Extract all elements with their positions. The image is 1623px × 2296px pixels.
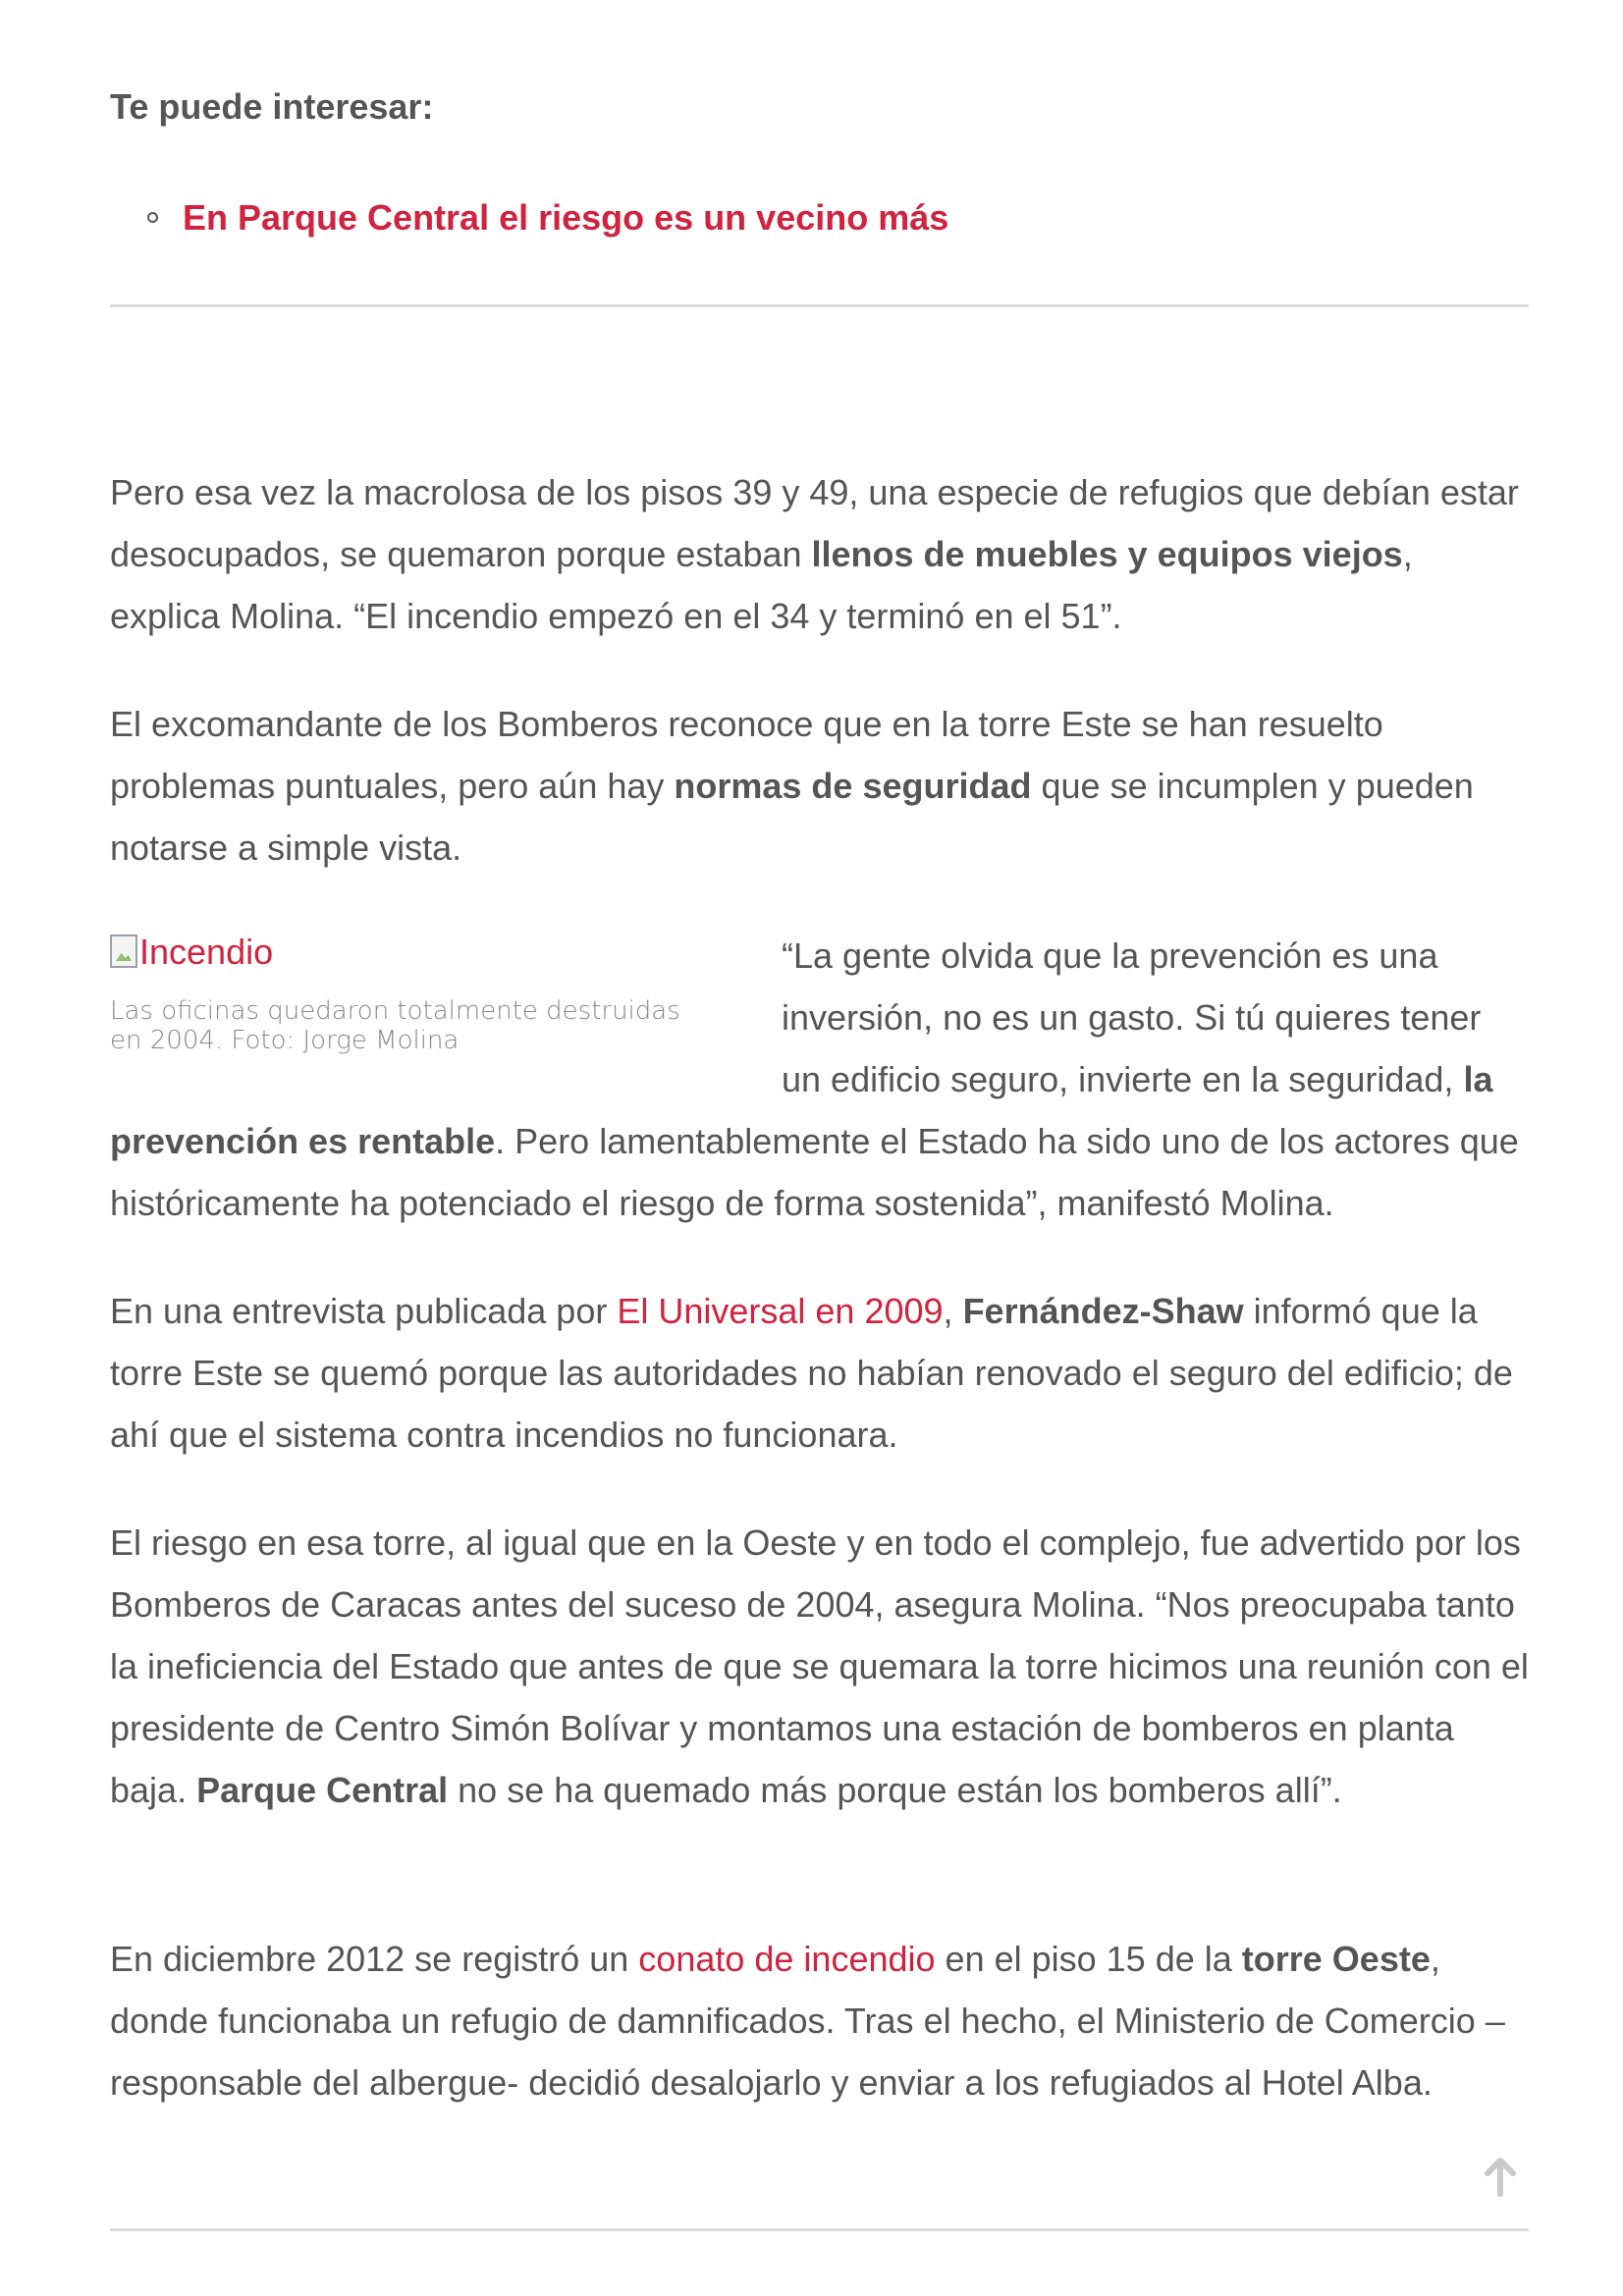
paragraph [110,461,1529,647]
paragraph [110,1512,1529,1821]
figure-caption: Las oficinas quedaron totalmente destruidas en 2004. Foto: Jorge Molina [110,996,680,1055]
divider [110,304,1529,307]
inline-link[interactable]: conato de incendio [638,1939,936,1979]
paragraph-with-figure [110,925,1529,1234]
text-run: En diciembre 2012 se registró un [110,1939,639,1979]
inline-link[interactable]: El Universal en 2009 [617,1291,944,1331]
text-run: El riesgo en esa torre, al igual que en la Oeste y en todo el complejo, fue advertido por los Bomberos de Caracas antes del suceso de 2004, asegura Molina. “Nos preocupaba tanto la ineficiencia del Estado que antes de que se quemara la torre hicimos una reunión con el presidente de Centro Simón Bolívar y montamos una estación de bomberos en planta baja. [110,1522,1529,1810]
bold-text: la prevención es rentable [110,1059,1493,1161]
text-run: . Pero lamentablemente el Estado ha sido uno de los actores que históricamente ha potenciado el riesgo de forma sostenida”, manifestó Molina. [110,1121,1519,1223]
related-heading: Te puede interesar: [110,86,434,127]
text-run: , donde funcionaba un refugio de damnificados. Tras el hecho, el Ministerio de Comercio –responsable del albergue- decidió desalojarlo y enviar a los refugiados al Hotel Alba. [110,1939,1505,2103]
paragraph [110,693,1529,879]
bold-text: torre Oeste [1241,1939,1431,1979]
related-links-list [110,192,948,243]
bold-text: normas de seguridad [674,766,1032,806]
related-link[interactable]: En Parque Central el riesgo es un vecino más [183,197,949,238]
text-run: “La gente olvida que la prevención es una inversión, no es un gasto. Si tú quieres tener un edificio seguro, invierte en la seguridad, [782,935,1482,1099]
related-link-item [110,192,948,243]
text-run: informó que la torre Este se quemó porque las autoridades no habían renovado el seguro del edificio; de ahí que el sistema contra incendios no funcionara. [110,1291,1513,1455]
text-run: El excomandante de los Bomberos reconoce que en la torre Este se han resuelto problemas puntuales, pero aún hay [110,704,1383,806]
figure [110,925,717,1082]
text-run: , [943,1291,963,1331]
scroll-to-top-button[interactable] [1484,2158,1517,2197]
text-run: no se ha quemado más porque están los bomberos allí”. [448,1770,1342,1810]
bold-text: Fernández-Shaw [962,1291,1244,1331]
paragraph [110,1928,1529,2113]
text-run: , explica Molina. “El incendio empezó en el 34 y terminó en el 51”. [110,534,1413,636]
arrow-up-icon [1484,2158,1517,2197]
bold-text: llenos de muebles y equipos viejos [811,534,1403,574]
figure-image-link[interactable] [110,931,273,974]
bold-text: Parque Central [196,1770,449,1810]
broken-image-icon [110,934,137,968]
text-run: En una entrevista publicada por [110,1291,618,1331]
text-run: Pero esa vez la macrolosa de los pisos 39 y 49, una especie de refugios que debían estar desocupados, se quemaron porque estaban [110,472,1519,574]
bullet-circle-icon [147,212,158,223]
paragraph [110,1280,1529,1466]
image-alt-text: Incendio [139,932,274,972]
divider [110,2228,1529,2231]
text-run: en el piso 15 de la [935,1939,1242,1979]
text-run: que se incumplen y pueden notarse a simple vista. [110,766,1474,868]
